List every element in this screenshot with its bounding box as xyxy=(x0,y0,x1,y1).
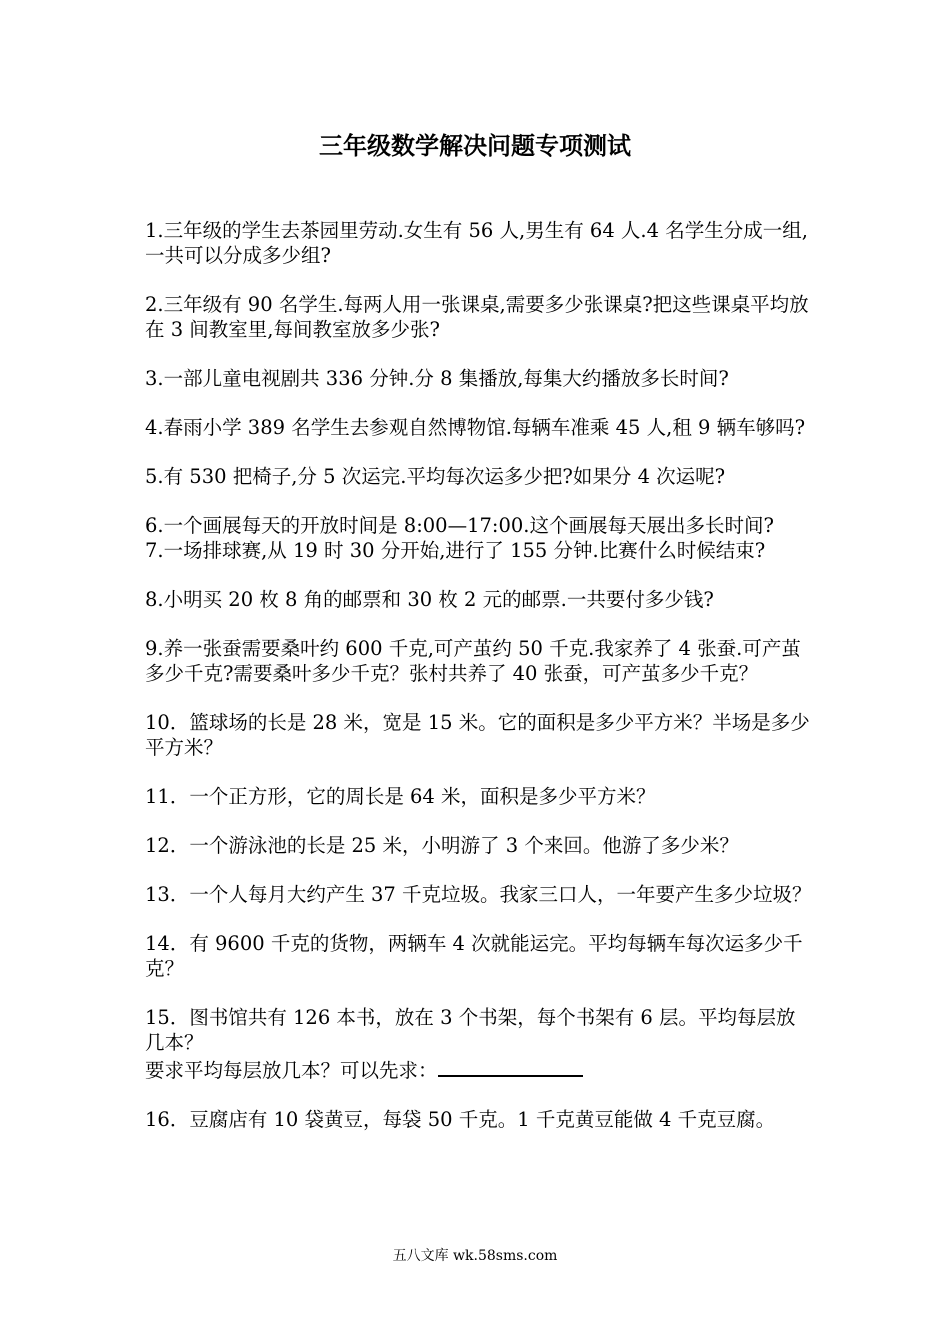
answer-blank xyxy=(438,1055,583,1077)
page-title: 三年级数学解决问题专项测试 xyxy=(319,131,631,160)
question-list xyxy=(145,218,815,1132)
question-2: 2.三年级有 90 名学生.每两人用一张课桌,需要多少张课桌?把这些课桌平均放在 3 间教室里,每间教室放多少张? xyxy=(145,293,809,341)
question-10: 10．篮球场的长是 28 米，宽是 15 米。它的面积是多少平方米？半场是多少平方米？ xyxy=(145,711,810,759)
footer-watermark: 五八文库 wk.58sms.com xyxy=(392,1248,558,1264)
question-15-subline xyxy=(145,1055,815,1083)
question-15: 15．图书馆共有 126 本书，放在 3 个书架，每个书架有 6 层。平均每层放几本？ xyxy=(145,1006,796,1054)
question-5: 5.有 530 把椅子,分 5 次运完.平均每次运多少把?如果分 4 次运呢? xyxy=(145,465,726,488)
question-6: 6.一个画展每天的开放时间是 8:00—17:00.这个画展每天展出多长时间? xyxy=(145,514,774,537)
question-15-subline-text: 要求平均每层放几本？可以先求： xyxy=(145,1059,438,1082)
question-3: 3.一部儿童电视剧共 336 分钟.分 8 集播放,每集大约播放多长时间? xyxy=(145,367,729,390)
question-12: 12．一个游泳池的长是 25 米，小明游了 3 个来回。他游了多少米？ xyxy=(145,834,739,857)
question-1: 1.三年级的学生去茶园里劳动.女生有 56 人,男生有 64 人.4 名学生分成一组,一共可以分成多少组? xyxy=(145,219,808,267)
question-7: 7.一场排球赛,从 19 时 30 分开始,进行了 155 分钟.比赛什么时候结束? xyxy=(145,539,766,562)
question-16: 16．豆腐店有 10 袋黄豆，每袋 50 千克。1 千克黄豆能做 4 千克豆腐。 xyxy=(145,1108,776,1131)
question-8: 8.小明买 20 枚 8 角的邮票和 30 枚 2 元的邮票.一共要付多少钱? xyxy=(145,588,714,611)
question-11: 11．一个正方形，它的周长是 64 米，面积是多少平方米？ xyxy=(145,785,656,808)
question-4: 4.春雨小学 389 名学生去参观自然博物馆.每辆车准乘 45 人,租 9 辆车够吗? xyxy=(145,416,806,439)
question-13: 13．一个人每月大约产生 37 千克垃圾。我家三口人，一年要产生多少垃圾？ xyxy=(145,883,812,906)
question-9: 9.养一张蚕需要桑叶约 600 千克,可产茧约 50 千克.我家养了 4 张蚕.可产茧多少千克?需要桑叶多少千克？张村共养了 40 张蚕，可产茧多少千克？ xyxy=(145,637,801,685)
question-14: 14．有 9600 千克的货物，两辆车 4 次就能运完。平均每辆车每次运多少千克？ xyxy=(145,932,803,980)
